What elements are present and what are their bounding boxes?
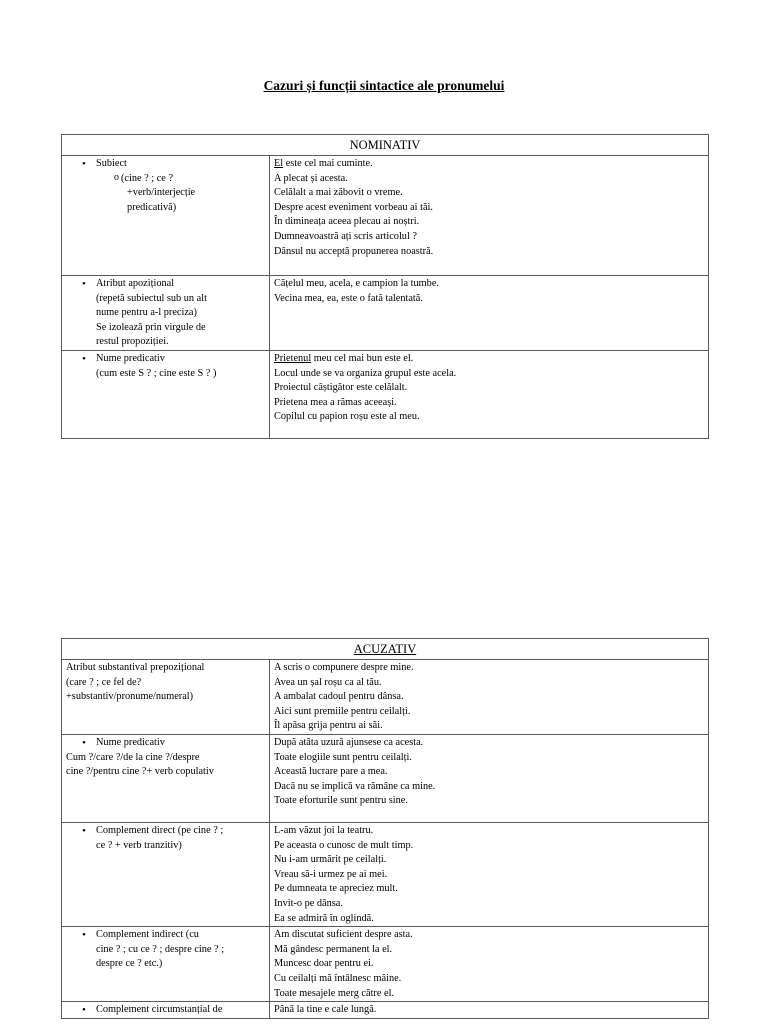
example-line: A ambalat cadoul pentru dânsa.	[274, 691, 404, 703]
function-note: +verb/interjecție	[127, 187, 196, 199]
function-note: (repetă subiectul sub un alt	[96, 292, 207, 304]
function-label: • Nume predicativ	[66, 352, 265, 367]
example-line: Copilul cu papion roșu este al meu.	[274, 411, 420, 423]
examples-cell	[270, 660, 709, 735]
function-cell	[62, 822, 270, 926]
example-line: Această lucrare pare a mea.	[274, 766, 388, 778]
examples-cell	[270, 350, 709, 438]
function-note: (care ? ; ce fel de?	[66, 676, 142, 688]
example-line: Proiectul câștigător este celălalt.	[274, 382, 408, 394]
example-line: A scris o compunere despre mine.	[274, 662, 414, 673]
table-row	[62, 350, 709, 438]
table-row	[62, 660, 709, 735]
function-note: predicativă)	[127, 201, 177, 213]
example-line: L-am văzut joi la teatru.	[274, 824, 374, 836]
table-row	[62, 156, 709, 276]
nominativ-header: NOMINATIV	[62, 135, 709, 156]
example-line: Dacă nu se implică va rămâne ca mine.	[274, 780, 436, 792]
example-line: Pe aceasta o cunosc de mult timp.	[274, 839, 414, 851]
example-line: După atâta uzură ajunsese ca acesta.	[274, 736, 424, 748]
function-cell	[62, 156, 270, 276]
table-row	[62, 927, 709, 1002]
table-row	[62, 276, 709, 351]
function-cell	[62, 927, 270, 1002]
function-note: cine ? ; cu ce ? ; despre cine ? ;	[96, 943, 225, 955]
page-title: Cazuri și funcții sintactice ale pronumelui	[263, 78, 505, 93]
example-line: Mă gândesc permanent la el.	[274, 943, 393, 955]
example-line: Ea se admiră în oglindă.	[274, 912, 374, 924]
function-note: Cum ?/care ?/de la cine ?/despre	[66, 751, 200, 763]
example-line: Pe dumneata te apreciez mult.	[274, 883, 398, 895]
function-cell	[62, 734, 270, 822]
example-line: Despre acest eveniment vorbeau ai tăi.	[274, 201, 433, 213]
function-cell	[62, 276, 270, 351]
example-line: A plecat și acesta.	[274, 172, 348, 184]
function-note: Se izolează prin virgule de	[96, 321, 206, 333]
function-question: o (cine ? ; ce ?	[66, 172, 265, 187]
example-line: Nu i-am urmărit pe ceilalți.	[274, 854, 387, 866]
examples-cell	[270, 156, 709, 276]
table-row	[62, 734, 709, 822]
examples-cell	[270, 1002, 709, 1019]
example-line: În dimineața aceea plecau ai noștri.	[274, 216, 420, 228]
function-cell	[62, 1002, 270, 1019]
example-line: Am discutat suficient despre asta.	[274, 929, 413, 941]
function-label: • Subiect	[66, 157, 265, 172]
function-note: cine ?/pentru cine ?+ verb copulativ	[66, 766, 214, 778]
function-label: • Complement circumstanțial de	[66, 1003, 265, 1018]
function-label: • Complement direct (pe cine ? ;	[66, 824, 265, 839]
function-cell	[62, 350, 270, 438]
example-line: Îl apăsa grija pentru ai săi.	[274, 720, 383, 732]
example-line: Invit-o pe dânsa.	[274, 897, 343, 909]
example-line: El este cel mai cuminte.	[274, 158, 373, 169]
function-note: +substantiv/pronume/numeral)	[66, 691, 194, 703]
example-line: Vreau să-i urmez pe ai mei.	[274, 868, 388, 880]
acuzativ-table	[61, 638, 709, 1019]
example-line: Dânsul nu acceptă propunerea noastră.	[274, 245, 434, 257]
example-line: Celălalt a mai zăbovit o vreme.	[274, 187, 403, 199]
function-note: (cum este S ? ; cine este S ? )	[96, 367, 217, 379]
example-line: Toate elogiile sunt pentru ceilalți.	[274, 751, 412, 763]
example-line: Aici sunt premiile pentru ceilalți.	[274, 705, 411, 717]
nominativ-table	[61, 134, 709, 439]
example-line: Cu ceilalți mă întâlnesc mâine.	[274, 972, 402, 984]
table-header-row	[62, 639, 709, 660]
example-line: Până la tine e cale lungă.	[274, 1004, 377, 1016]
acuzativ-header: ACUZATIV	[62, 639, 709, 660]
example-line: Avea un șal roșu ca al tău.	[274, 676, 382, 688]
example-line: Vecina mea, ea, este o fată talentată.	[274, 292, 423, 304]
function-note: ce ? + verb tranzitiv)	[96, 839, 182, 851]
examples-cell	[270, 734, 709, 822]
table-row	[62, 822, 709, 926]
function-cell	[62, 660, 270, 735]
function-note: restul propoziției.	[96, 336, 169, 348]
example-line: Cățelul meu, acela, e campion la tumbe.	[274, 278, 439, 289]
example-line: Prietena mea a rămas aceeași.	[274, 396, 397, 408]
example-line: Muncesc doar pentru ei.	[274, 958, 374, 970]
function-label: Atribut substantival prepozițional	[66, 662, 205, 673]
function-label: • Nume predicativ	[66, 736, 265, 751]
example-line: Prietenul meu cel mai bun este el.	[274, 352, 414, 364]
examples-cell	[270, 822, 709, 926]
function-label: • Complement indirect (cu	[66, 928, 265, 943]
examples-cell	[270, 276, 709, 351]
function-note: nume pentru a-l preciza)	[96, 307, 197, 319]
table-header-row	[62, 135, 709, 156]
function-note: despre ce ? etc.)	[96, 958, 163, 970]
examples-cell	[270, 927, 709, 1002]
example-line: Locul unde se va organiza grupul este acela.	[274, 367, 457, 379]
function-label: • Atribut apozițional	[66, 277, 265, 292]
example-keyword: Prietenul	[274, 352, 312, 364]
table-row	[62, 1002, 709, 1019]
example-line: Toate eforturile sunt pentru sine.	[274, 795, 408, 807]
example-line: Toate mesajele merg către el.	[274, 987, 395, 999]
example-line: Dumneavoastră ați scris articolul ?	[274, 230, 417, 242]
example-keyword: El	[274, 158, 284, 169]
